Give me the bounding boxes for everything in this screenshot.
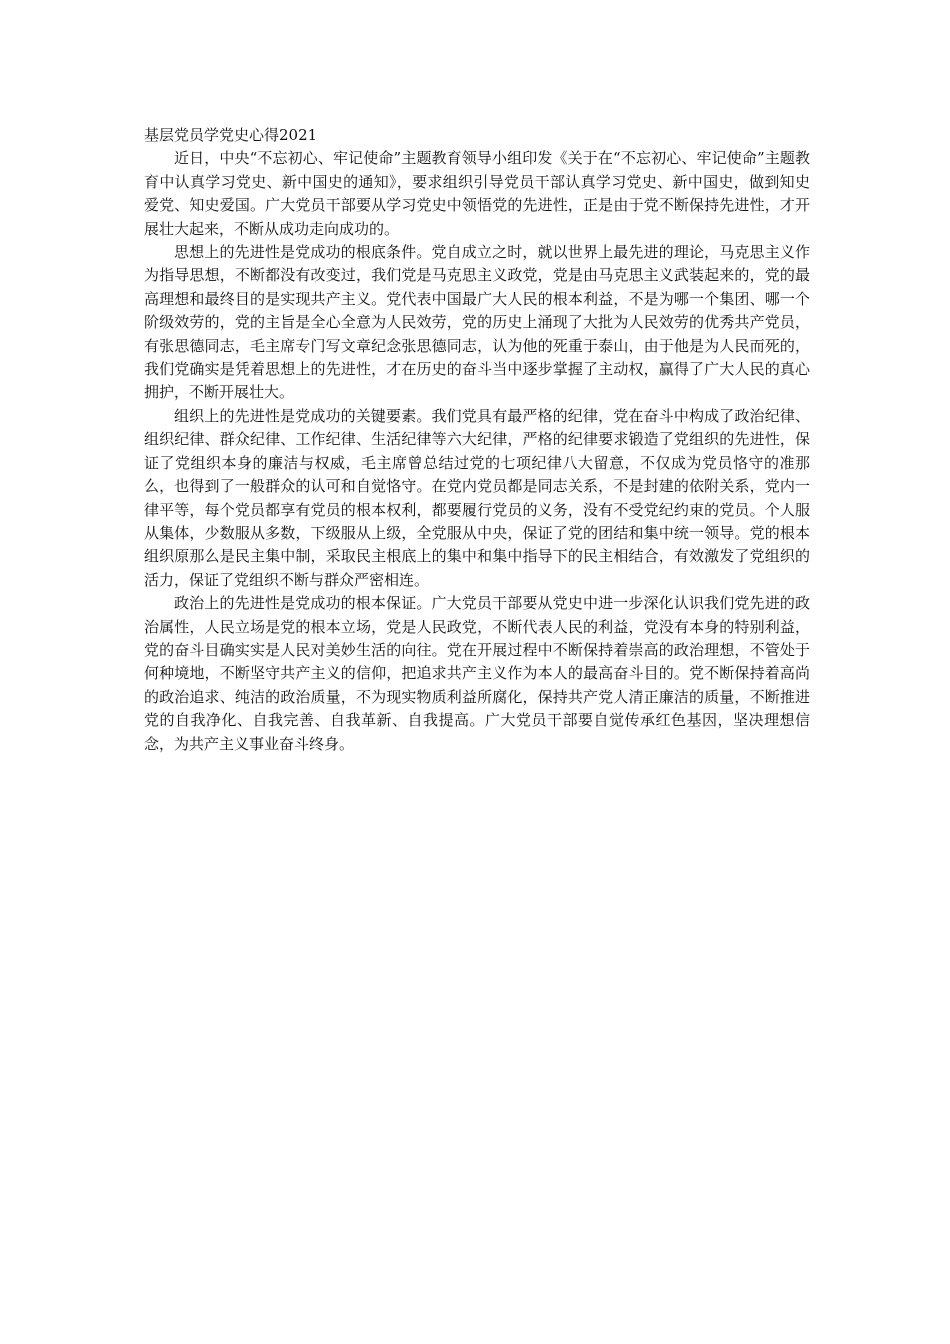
document-title: 基层党员学党史心得2021 [144, 126, 318, 144]
paragraph-intro: 近日，中央“不忘初心、牢记使命”主题教育领导小组印发《关于在“不忘初心、牢记使命”主题教育中认真学习党史、新中国史的通知》，要求组织引导党员干部认真学习党史、新中国史，做到知史爱党、知史爱国。广大党员干部要从学习党史中领悟党的先进性，正是由于党不断保持先进性，才开展壮大起来，不断从成功走向成功的。 [144, 149, 810, 238]
paragraph-organizational-advancement: 组织上的先进性是党成功的关键要素。我们党具有最严格的纪律，党在奋斗中构成了政治纪律、组织纪律、群众纪律、工作纪律、生活纪律等六大纪律，严格的纪律要求锻造了党组织的先进性，保证了党组织本身的廉洁与权威，毛主席曾总结过党的七项纪律八大留意，不仅成为党员恪守的准那么，也得到了一般群众的认可和自觉恪守。在党内党员都是同志关系，不是封建的依附关系，党内一律平等，每个党员都享有党员的根本权利，都要履行党员的义务，没有不受党纪约束的党员。个人服从集体，少数服从多数，下级服从上级，全党服从中央，保证了党的团结和集中统一领导。党的根本组织原那么是民主集中制，采取民主根底上的集中和集中指导下的民主相结合，有效激发了党组织的活力，保证了党组织不断与群众严密相连。 [144, 406, 810, 589]
paragraph-ideological-advancement: 思想上的先进性是党成功的根底条件。党自成立之时，就以世界上最先进的理论，马克思主义作为指导思想，不断都没有改变过，我们党是马克思主义政党，党是由马克思主义武装起来的，党的最高理想和最终目的是实现共产主义。党代表中国最广大人民的根本利益，不是为哪一个集团、哪一个阶级效劳的，党的主旨是全心全意为人民效劳，党的历史上涌现了大批为人民效劳的优秀共产党员，有张思德同志，毛主席专门写文章纪念张思德同志，认为他的死重于泰山，由于他是为人民而死的，我们党确实是凭着思想上的先进性，才在历史的奋斗当中逐步掌握了主动权，赢得了广大人民的真心拥护，不断开展壮大。 [144, 243, 810, 402]
paragraph-political-advancement: 政治上的先进性是党成功的根本保证。广大党员干部要从党史中进一步深化认识我们党先进的政治属性，人民立场是党的根本立场，党是人民政党，不断代表人民的利益，党没有本身的特别利益，党的奋斗目确实实是人民对美妙生活的向往。党在开展过程中不断保持着崇高的政治理想，不管处于何种境地，不断坚守共产主义的信仰，把追求共产主义作为本人的最高奋斗目的。党不断保持着高尚的政治追求、纯洁的政治质量，不为现实物质利益所腐化，保持共产党人清正廉洁的质量，不断推进党的自我净化、自我完善、自我革新、自我提高。广大党员干部要自觉传承红色基因，坚决理想信念，为共产主义事业奋斗终身。 [144, 594, 810, 753]
document-body [144, 124, 810, 756]
